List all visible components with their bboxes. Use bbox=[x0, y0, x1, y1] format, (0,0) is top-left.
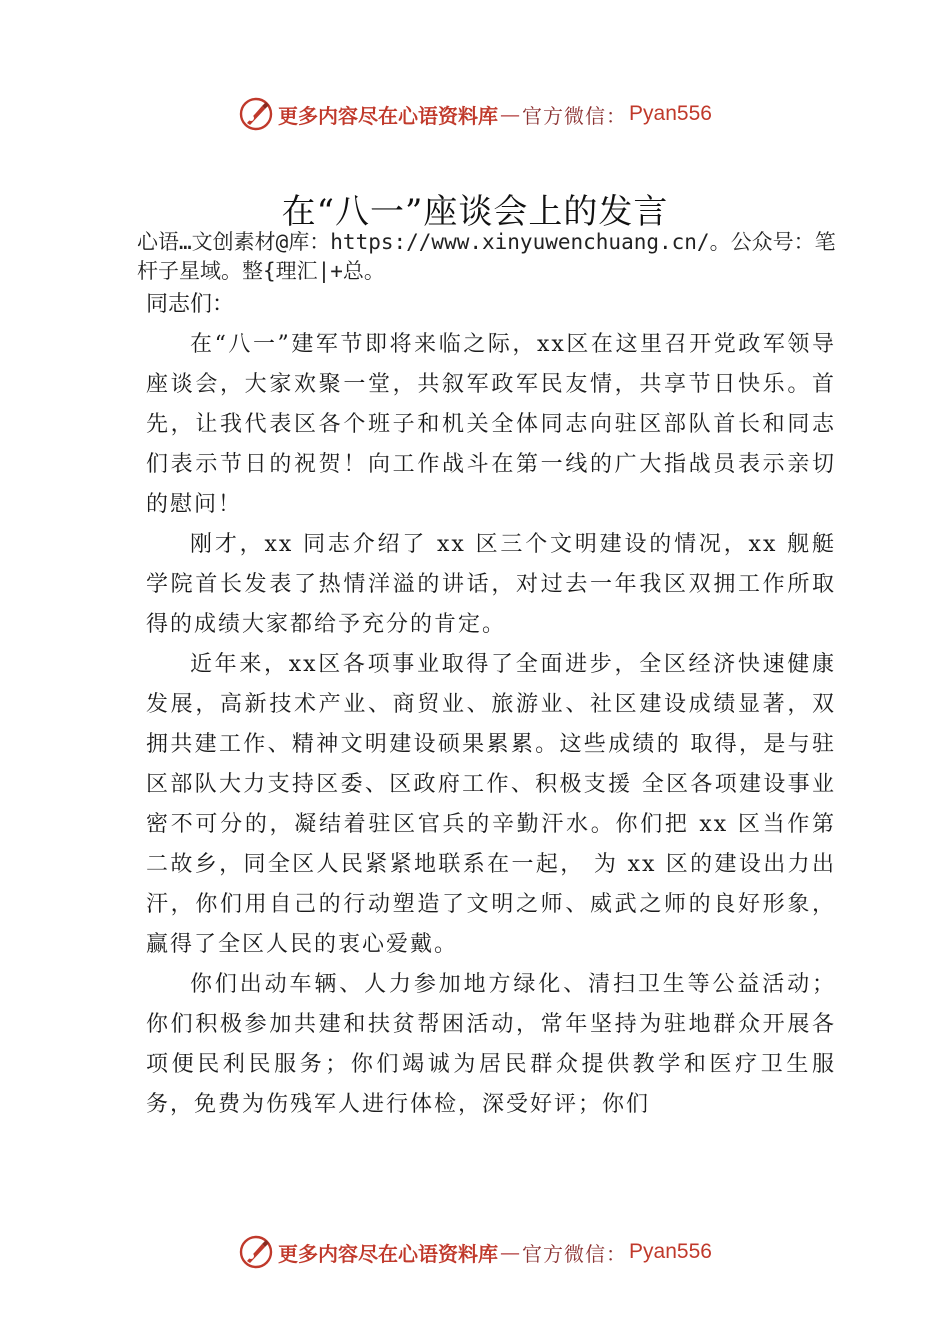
banner-brand-text: 更多内容尽在心语资料库 bbox=[278, 103, 499, 128]
paragraph: 你们出动车辆、人力参加地方绿化、清扫卫生等公益活动；你们积极参加共建和扶贫帮困活动，常年坚持为驻地群众开展各项便民利民服务；你们竭诚为居民群众提供教学和医疗卫生服务，免费为伤残军人进行体检，深受好评；你们 bbox=[146, 972, 836, 1117]
salutation: 同志们： bbox=[146, 292, 235, 317]
banner-wechat-id: Pyan556 bbox=[629, 102, 712, 125]
banner-wechat-label: 官方微信： bbox=[522, 103, 628, 128]
paragraph: 刚才，xx 同志介绍了 xx 区三个文明建设的情况，xx 舰艇学院首长发表了热情洋溢的讲话，对过去一年我区双拥工作所取得的成绩大家都给予充分的肯定。 bbox=[146, 532, 836, 637]
paragraph: 在“八一”建军节即将来临之际，xx区在这里召开党政军领导座谈会，大家欢聚一堂，共叙军政军民友情，共享节日快乐。首先，让我代表区各个班子和机关全体同志向驻区部队首长和同志们表示节日的祝贺！向工作战斗在第一线的广大指战员表示亲切的慰问！ bbox=[146, 332, 836, 517]
footer-banner bbox=[0, 1232, 950, 1272]
banner-brand-text: 更多内容尽在心语资料库 bbox=[278, 1241, 499, 1266]
document-body bbox=[146, 285, 836, 1125]
banner-wechat-label: 官方微信： bbox=[522, 1241, 628, 1266]
pen-logo-icon bbox=[238, 1234, 274, 1270]
source-note: 心语…文创素材@库：https://www.xinyuwenchuang.cn/。公众号：笔杆子星域。整{理汇|+总。 bbox=[137, 230, 836, 283]
page-title: 在“八一”座谈会上的发言 bbox=[281, 192, 669, 232]
pen-logo-icon bbox=[238, 96, 274, 132]
banner-separator: — bbox=[500, 102, 521, 126]
banner-separator: — bbox=[500, 1240, 521, 1264]
header-banner bbox=[0, 94, 950, 134]
paragraph: 近年来，xx区各项事业取得了全面进步，全区经济快速健康发展，高新技术产业、商贸业、旅游业、社区建设成绩显著，双拥共建工作、精神文明建设硕果累累。这些成绩的 取得，是与驻区部队大力支持区委、区政府工作、积极支援 全区各项建设事业密不可分的，凝结着驻区官兵的辛勤汗水。你们把 xx 区当作第二故乡，同全区人民紧紧地联系在一起， 为 xx 区的建设出力出汗，你们用自己的行动塑造了文明之师、威武之师的良好形象，赢得了全区人民的衷心爱戴。 bbox=[146, 652, 836, 957]
banner-wechat-id: Pyan556 bbox=[629, 1240, 712, 1263]
